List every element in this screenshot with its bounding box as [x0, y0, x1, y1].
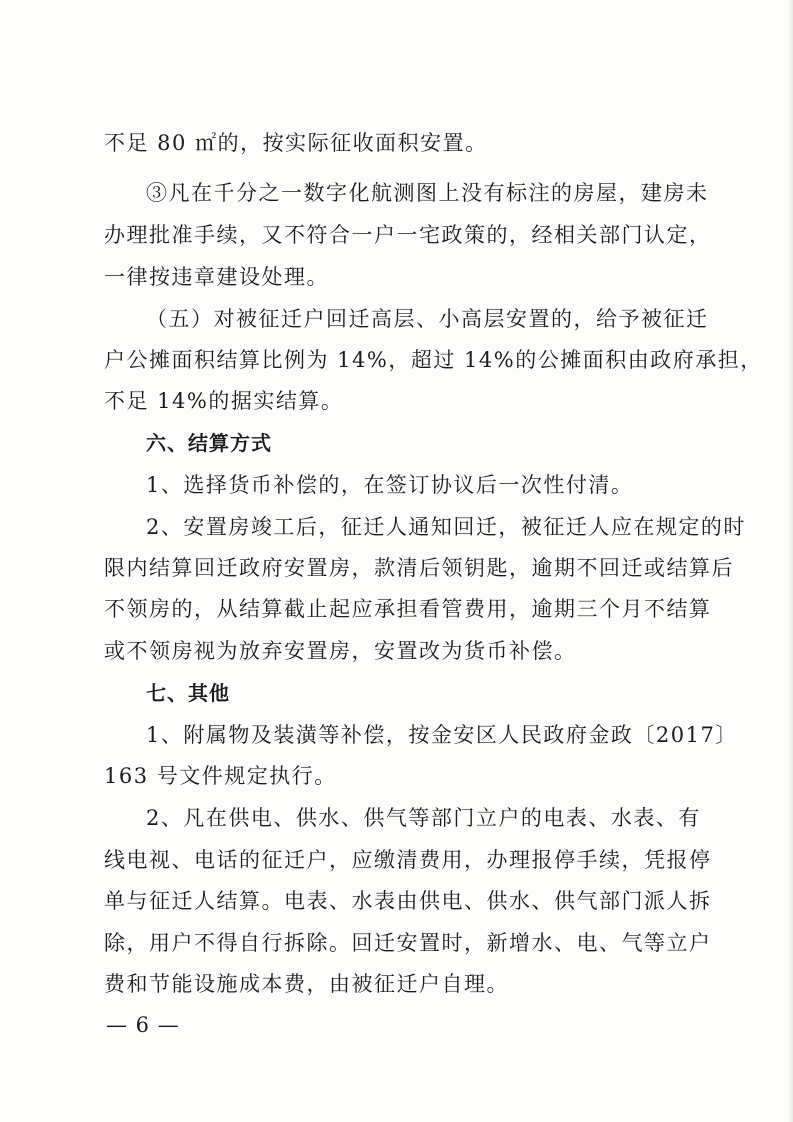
text-line: 或不领房视为放弃安置房，安置改为货币补偿。 [104, 639, 577, 663]
text-line: ③凡在千分之一数字化航测图上没有标注的房屋，建房未 [146, 181, 709, 205]
page-edge [787, 0, 793, 1122]
text-line: 1、选择货币补偿的，在签订协议后一次性付清。 [146, 473, 634, 497]
text-line: 限内结算回迁政府安置房，款清后领钥匙，逾期不回迁或结算后 [104, 556, 734, 580]
text-line: （五）对被征迁户回迁高层、小高层安置的，给予被征迁 [146, 307, 709, 331]
text-line: 不足 14%的据实结算。 [104, 389, 344, 413]
text-line: 办理批准手续，又不符合一户一宅政策的，经相关部门认定， [104, 223, 712, 247]
text-line: 不足 80 ㎡的，按实际征收面积安置。 [104, 131, 488, 155]
text-line: 2、安置房竣工后，征迁人通知回迁，被征迁人应在规定的时 [146, 515, 746, 539]
text-line: 163 号文件规定执行。 [104, 764, 337, 788]
text-line: 单与征迁人结算。电表、水表由供电、供水、供气部门派人拆 [104, 889, 712, 913]
text-line: 不领房的，从结算截止起应承担看管费用，逾期三个月不结算 [104, 597, 712, 621]
text-line: 费和节能设施成本费，由被征迁户自理。 [104, 972, 509, 996]
text-line: 2、凡在供电、供水、供气等部门立户的电表、水表、有 [146, 806, 701, 830]
page-number: — 6 — [106, 1013, 180, 1037]
text-line: 线电视、电话的征迁户，应缴清费用，办理报停手续，凭报停 [104, 848, 712, 872]
text-line: 1、附属物及装潢等补偿，按金安区人民政府金政〔2017〕 [146, 723, 738, 747]
section-heading-settlement: 六、结算方式 [146, 431, 272, 455]
section-heading-other: 七、其他 [146, 681, 230, 705]
text-line: 户公摊面积结算比例为 14%，超过 14%的公摊面积由政府承担， [104, 348, 763, 372]
text-line: 除，用户不得自行拆除。回迁安置时，新增水、电、气等立户 [104, 931, 712, 955]
text-line: 一律按违章建设处理。 [104, 265, 329, 289]
